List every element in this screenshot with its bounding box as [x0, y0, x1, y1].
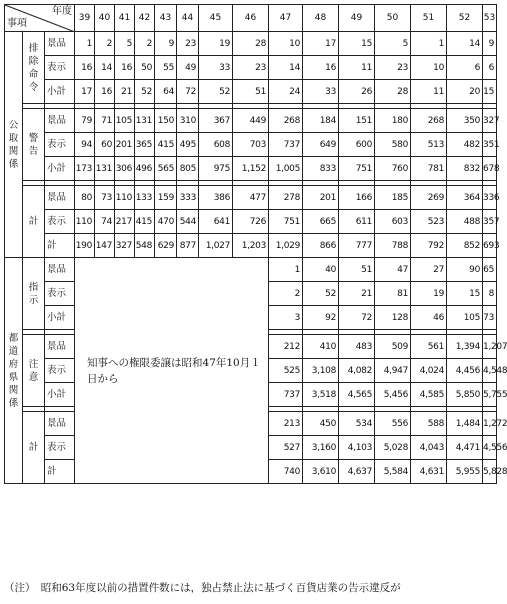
data-cell: 23: [375, 56, 411, 80]
data-cell: 364: [447, 186, 483, 210]
data-cell: 333: [177, 186, 199, 210]
data-cell: 23: [233, 56, 269, 80]
data-cell: 6: [447, 56, 483, 80]
data-cell: 72: [339, 306, 375, 330]
data-cell: 833: [303, 157, 339, 181]
data-cell: 336: [483, 186, 497, 210]
row-sub-label: 景品: [45, 335, 75, 359]
row-sub-label: 景品: [45, 32, 75, 56]
data-cell: 4,103: [339, 436, 375, 460]
data-cell: 21: [339, 282, 375, 306]
data-cell: 544: [177, 210, 199, 234]
data-cell: 611: [339, 210, 375, 234]
data-cell: 27: [411, 258, 447, 282]
row-sub-label: 表示: [45, 56, 75, 80]
data-cell: 740: [269, 460, 303, 484]
data-cell: 534: [339, 412, 375, 436]
data-cell: 410: [303, 335, 339, 359]
data-cell: 92: [303, 306, 339, 330]
data-cell: 509: [375, 335, 411, 359]
data-cell: 3,160: [303, 436, 339, 460]
table-row: [5, 157, 497, 181]
data-cell: 9: [155, 32, 177, 56]
group-label-prefecture-total-text: 計: [28, 442, 39, 453]
data-cell: 4,637: [339, 460, 375, 484]
data-cell: 20: [447, 80, 483, 104]
data-cell: 40: [303, 258, 339, 282]
data-cell: 852: [447, 234, 483, 258]
data-cell: 527: [269, 436, 303, 460]
data-cell: 751: [339, 157, 375, 181]
data-cell: 1,394: [447, 335, 483, 359]
data-cell: 792: [411, 234, 447, 258]
group-label-total: [23, 186, 45, 258]
data-cell: 737: [269, 133, 303, 157]
group-label-instruction-text: 指示: [28, 281, 39, 306]
data-cell: 14: [269, 56, 303, 80]
data-cell: 51: [233, 80, 269, 104]
data-cell: 166: [339, 186, 375, 210]
data-cell: 777: [339, 234, 375, 258]
data-cell: 5: [375, 32, 411, 56]
data-cell: 4,456: [447, 359, 483, 383]
data-cell: 11: [339, 56, 375, 80]
data-cell: 81: [375, 282, 411, 306]
data-cell: 3,518: [303, 383, 339, 407]
footnote: （注） 昭和63年度以前の措置件数には，独占禁止法に基づく百貨店業の告示違反が: [4, 582, 401, 594]
data-cell: 15: [339, 32, 375, 56]
data-cell: 306: [115, 157, 135, 181]
data-cell: 10: [411, 56, 447, 80]
data-cell: 4,024: [411, 359, 447, 383]
data-cell: 608: [199, 133, 233, 157]
data-cell: 5,584: [375, 460, 411, 484]
data-cell: 5,828: [483, 460, 497, 484]
year-header-cell: 50: [375, 5, 411, 32]
data-cell: 4,556: [483, 436, 497, 460]
group-label-cease-desist: [23, 32, 45, 104]
statistics-table-container: [4, 4, 507, 484]
data-cell: 751: [269, 210, 303, 234]
data-cell: 64: [155, 80, 177, 104]
data-cell: 4,548: [483, 359, 497, 383]
year-header-cell: 52: [447, 5, 483, 32]
data-cell: 386: [199, 186, 233, 210]
data-cell: 1: [269, 258, 303, 282]
data-cell: 1,207: [483, 335, 497, 359]
data-cell: 726: [233, 210, 269, 234]
section-label-prefectures: [5, 258, 23, 484]
data-cell: 190: [75, 234, 95, 258]
data-cell: 185: [375, 186, 411, 210]
data-cell: 496: [135, 157, 155, 181]
row-sub-label: 景品: [45, 412, 75, 436]
data-cell: 65: [483, 258, 497, 282]
data-cell: 310: [177, 109, 199, 133]
group-label-warning-text: 警告: [28, 132, 39, 157]
header-fiscal-year-label: 年度: [52, 6, 73, 17]
data-cell: 1: [411, 32, 447, 56]
data-cell: 357: [483, 210, 497, 234]
data-cell: 450: [303, 412, 339, 436]
data-cell: 327: [483, 109, 497, 133]
data-cell: 278: [269, 186, 303, 210]
data-cell: 19: [199, 32, 233, 56]
header-row: [5, 5, 497, 32]
data-cell: 483: [339, 335, 375, 359]
table-row: [5, 234, 497, 258]
data-cell: 131: [135, 109, 155, 133]
data-cell: 173: [75, 157, 95, 181]
data-cell: 147: [95, 234, 115, 258]
data-cell: 17: [75, 80, 95, 104]
data-cell: 16: [303, 56, 339, 80]
data-cell: 365: [135, 133, 155, 157]
data-cell: 73: [483, 306, 497, 330]
group-label-cease-desist-text: 排除命令: [28, 42, 39, 93]
data-cell: 3: [269, 306, 303, 330]
data-cell: 495: [177, 133, 199, 157]
group-label-total-text: 計: [28, 216, 39, 227]
data-cell: 26: [339, 80, 375, 104]
row-sub-label: 景品: [45, 186, 75, 210]
year-header-cell: 48: [303, 5, 339, 32]
data-cell: 4,043: [411, 436, 447, 460]
data-cell: 2: [135, 32, 155, 56]
data-cell: 55: [155, 56, 177, 80]
row-sub-label: 計: [45, 234, 75, 258]
table-row: [5, 80, 497, 104]
data-cell: 213: [269, 412, 303, 436]
section-label-fair-trade-text: 公取関係: [8, 119, 19, 170]
data-cell: 150: [155, 109, 177, 133]
data-cell: 1,005: [269, 157, 303, 181]
data-cell: 94: [75, 133, 95, 157]
data-cell: 2: [269, 282, 303, 306]
data-cell: 52: [303, 282, 339, 306]
data-cell: 49: [177, 56, 199, 80]
data-cell: 1,029: [269, 234, 303, 258]
data-cell: 641: [199, 210, 233, 234]
data-cell: 449: [233, 109, 269, 133]
year-header-cell: 39: [75, 5, 95, 32]
group-label-prefecture-total: [23, 412, 45, 484]
table-row: [5, 133, 497, 157]
data-cell: 47: [375, 258, 411, 282]
data-cell: 470: [155, 210, 177, 234]
data-cell: 184: [303, 109, 339, 133]
data-cell: 513: [411, 133, 447, 157]
data-cell: 4,631: [411, 460, 447, 484]
data-cell: 16: [95, 80, 115, 104]
data-cell: 603: [375, 210, 411, 234]
data-cell: 4,585: [411, 383, 447, 407]
data-cell: 105: [115, 109, 135, 133]
data-cell: 131: [95, 157, 115, 181]
data-cell: 16: [115, 56, 135, 80]
row-sub-label: 表示: [45, 436, 75, 460]
row-sub-label: 表示: [45, 133, 75, 157]
data-cell: 488: [447, 210, 483, 234]
row-sub-label: 小計: [45, 306, 75, 330]
data-cell: 588: [411, 412, 447, 436]
data-cell: 561: [411, 335, 447, 359]
data-cell: 5,850: [447, 383, 483, 407]
data-cell: 629: [155, 234, 177, 258]
data-cell: 15: [483, 80, 497, 104]
data-cell: 201: [115, 133, 135, 157]
year-header-cell: 49: [339, 5, 375, 32]
data-cell: 350: [447, 109, 483, 133]
data-cell: 19: [411, 282, 447, 306]
data-cell: 74: [95, 210, 115, 234]
data-cell: 269: [411, 186, 447, 210]
data-cell: 72: [177, 80, 199, 104]
data-cell: 523: [411, 210, 447, 234]
year-header-cell: 45: [199, 5, 233, 32]
data-cell: 1,027: [199, 234, 233, 258]
table-row: [5, 109, 497, 133]
data-cell: 5,028: [375, 436, 411, 460]
data-cell: 1,203: [233, 234, 269, 258]
data-cell: 268: [269, 109, 303, 133]
table-row: [5, 258, 497, 282]
data-cell: 866: [303, 234, 339, 258]
group-label-caution: [23, 335, 45, 407]
data-cell: 3,108: [303, 359, 339, 383]
data-cell: 14: [447, 32, 483, 56]
data-cell: 1: [75, 32, 95, 56]
table-row: [5, 186, 497, 210]
data-cell: 556: [375, 412, 411, 436]
data-cell: 33: [303, 80, 339, 104]
data-cell: 832: [447, 157, 483, 181]
data-cell: 788: [375, 234, 411, 258]
data-cell: 201: [303, 186, 339, 210]
data-cell: 1,484: [447, 412, 483, 436]
data-cell: 760: [375, 157, 411, 181]
year-header-cell: 42: [135, 5, 155, 32]
header-corner-cell: [5, 5, 75, 32]
data-cell: 678: [483, 157, 497, 181]
data-cell: 1,272: [483, 412, 497, 436]
row-sub-label: 表示: [45, 359, 75, 383]
data-cell: 17: [303, 32, 339, 56]
table-row: [5, 32, 497, 56]
data-cell: 80: [75, 186, 95, 210]
data-cell: 268: [411, 109, 447, 133]
data-cell: 6: [483, 56, 497, 80]
data-cell: 28: [233, 32, 269, 56]
data-cell: 351: [483, 133, 497, 157]
data-cell: 877: [177, 234, 199, 258]
data-cell: 477: [233, 186, 269, 210]
data-cell: 580: [375, 133, 411, 157]
data-cell: 649: [303, 133, 339, 157]
data-cell: 703: [233, 133, 269, 157]
data-cell: 14: [95, 56, 115, 80]
data-cell: 781: [411, 157, 447, 181]
data-cell: 11: [411, 80, 447, 104]
data-cell: 51: [339, 258, 375, 282]
year-header-cell: 44: [177, 5, 199, 32]
data-cell: 110: [115, 186, 135, 210]
data-cell: 525: [269, 359, 303, 383]
row-sub-label: 計: [45, 460, 75, 484]
data-cell: 52: [199, 80, 233, 104]
data-cell: 52: [135, 80, 155, 104]
data-cell: 159: [155, 186, 177, 210]
data-cell: 5: [115, 32, 135, 56]
data-cell: 5,955: [447, 460, 483, 484]
data-cell: 180: [375, 109, 411, 133]
data-cell: 415: [155, 133, 177, 157]
data-cell: 217: [115, 210, 135, 234]
year-header-cell: 47: [269, 5, 303, 32]
data-cell: 71: [95, 109, 115, 133]
data-cell: 133: [135, 186, 155, 210]
data-cell: 565: [155, 157, 177, 181]
data-cell: 5,456: [375, 383, 411, 407]
data-cell: 9: [483, 32, 497, 56]
data-cell: 4,082: [339, 359, 375, 383]
data-cell: 90: [447, 258, 483, 282]
data-cell: 60: [95, 133, 115, 157]
data-cell: 79: [75, 109, 95, 133]
data-cell: 73: [95, 186, 115, 210]
row-sub-label: 表示: [45, 210, 75, 234]
data-cell: 1,152: [233, 157, 269, 181]
data-cell: 110: [75, 210, 95, 234]
row-sub-label: 景品: [45, 109, 75, 133]
row-sub-label: 表示: [45, 282, 75, 306]
data-cell: 15: [447, 282, 483, 306]
data-cell: 4,565: [339, 383, 375, 407]
data-cell: 21: [115, 80, 135, 104]
data-cell: 548: [135, 234, 155, 258]
data-cell: 693: [483, 234, 497, 258]
data-cell: 5,755: [483, 383, 497, 407]
enforcement-statistics-table: [4, 4, 507, 484]
row-sub-label: 小計: [45, 383, 75, 407]
data-cell: 3,610: [303, 460, 339, 484]
table-row: [5, 56, 497, 80]
data-cell: 482: [447, 133, 483, 157]
data-cell: 4,471: [447, 436, 483, 460]
data-cell: 737: [269, 383, 303, 407]
data-cell: 33: [199, 56, 233, 80]
data-cell: 327: [115, 234, 135, 258]
year-header-cell: 46: [233, 5, 269, 32]
row-sub-label: 小計: [45, 157, 75, 181]
data-cell: 975: [199, 157, 233, 181]
authority-delegation-note: 知事への権限委譲は昭和47年10月１日から: [75, 258, 269, 484]
data-cell: 23: [177, 32, 199, 56]
year-header-cell: 51: [411, 5, 447, 32]
table-row: [5, 210, 497, 234]
data-cell: 50: [135, 56, 155, 80]
data-cell: 16: [75, 56, 95, 80]
data-cell: 46: [411, 306, 447, 330]
year-header-cell: 41: [115, 5, 135, 32]
data-cell: 367: [199, 109, 233, 133]
data-cell: 415: [135, 210, 155, 234]
group-label-caution-text: 注意: [28, 358, 39, 383]
group-label-instruction: [23, 258, 45, 330]
section-label-prefectures-text: 都道府県関係: [8, 332, 19, 409]
year-header-cell: 40: [95, 5, 115, 32]
data-cell: 600: [339, 133, 375, 157]
header-item-label: 事項: [7, 18, 27, 29]
data-cell: 24: [269, 80, 303, 104]
data-cell: 4,947: [375, 359, 411, 383]
row-sub-label: 小計: [45, 80, 75, 104]
data-cell: 8: [483, 282, 497, 306]
group-label-warning: [23, 109, 45, 181]
data-cell: 105: [447, 306, 483, 330]
year-header-cell: 43: [155, 5, 177, 32]
data-cell: 128: [375, 306, 411, 330]
data-cell: 151: [339, 109, 375, 133]
data-cell: 10: [269, 32, 303, 56]
row-sub-label: 景品: [45, 258, 75, 282]
data-cell: 665: [303, 210, 339, 234]
data-cell: 2: [95, 32, 115, 56]
year-header-cell: 53: [483, 5, 497, 32]
data-cell: 212: [269, 335, 303, 359]
data-cell: 805: [177, 157, 199, 181]
data-cell: 28: [375, 80, 411, 104]
section-label-fair-trade: [5, 32, 23, 258]
